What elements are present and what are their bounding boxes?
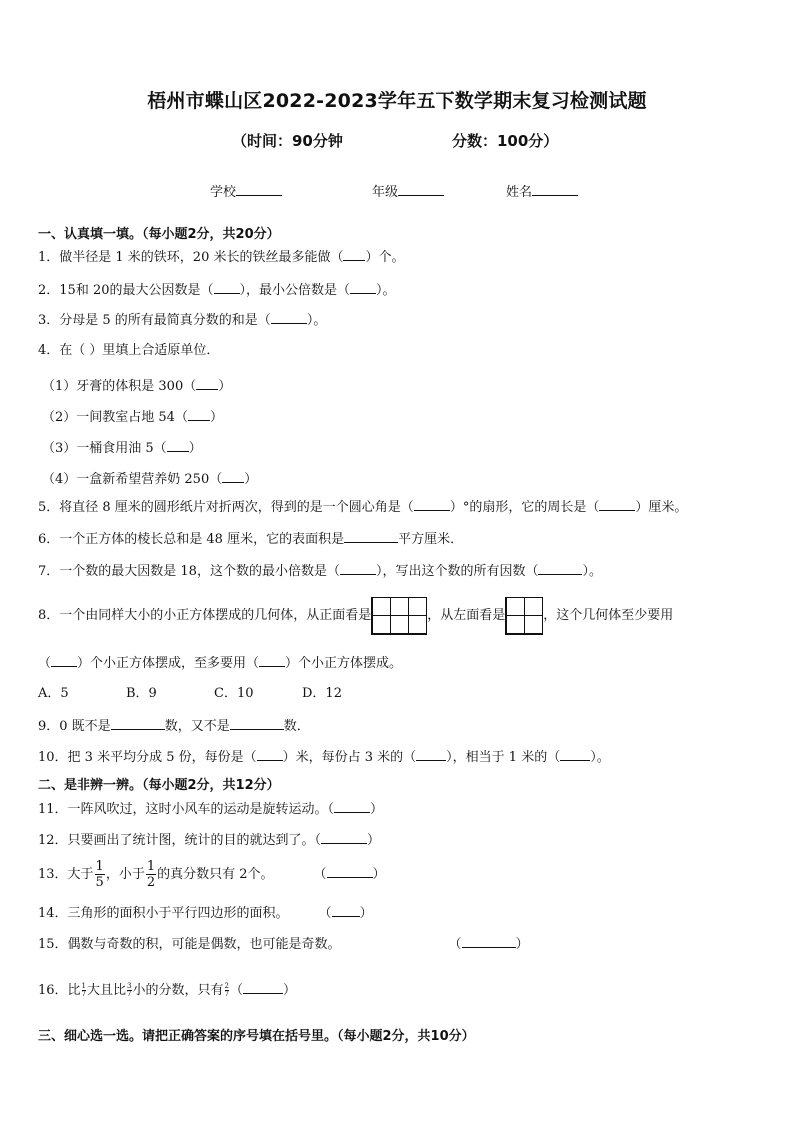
answer-blank[interactable]: [214, 282, 240, 294]
answer-blank[interactable]: [414, 499, 450, 511]
answer-blank[interactable]: [343, 249, 365, 261]
answer-blank[interactable]: [222, 471, 244, 483]
grade-field[interactable]: [372, 181, 444, 200]
answer-blank[interactable]: [321, 832, 367, 844]
option-a[interactable]: A．5: [38, 686, 69, 701]
school-label: 学校: [210, 185, 237, 200]
left-view-figure: [505, 597, 543, 635]
option-b[interactable]: B．9: [126, 686, 157, 701]
name-blank[interactable]: [532, 183, 578, 196]
question-2: 2．15和 20的最大公因数是（ ），最小公倍数是（ ）。: [38, 283, 396, 298]
question-9: 9．0 既不是 数，又不是 数．: [38, 719, 310, 734]
question-1: 1．做半径是 1 米的铁环，20 米长的铁丝最多能做（ ）个。: [38, 250, 405, 265]
section-3-heading: 三、细心选一选。请把正确答案的序号填在括号里。（每小题2分，共10分）: [38, 1029, 475, 1044]
question-13: 13．大于 $\frac{1}{5}$ ，小于 $\frac{1}{2}$ 的真分数只有 2个。 （ ）: [38, 859, 386, 890]
grade-blank[interactable]: [398, 183, 444, 196]
question-4-sub-1: （1）牙膏的体积是 300（ ）: [42, 379, 232, 394]
question-11: 11．一阵风吹过，这时小风车的运动是旋转运动。（ ）: [38, 802, 384, 817]
question-4-sub-3: （3）一桶食用油 5（ ）: [42, 441, 202, 456]
answer-blank[interactable]: [327, 866, 373, 878]
answer-blank[interactable]: [599, 499, 635, 511]
question-12: 12．只要画出了统计图，统计的目的就达到了。（ ）: [38, 833, 381, 848]
answer-blank[interactable]: [167, 440, 189, 452]
question-7: 7．一个数的最大因数是 18，这个数的最小倍数是（ ），写出这个数的所有因数（ ）。: [38, 564, 602, 579]
fraction-three-sevenths: $\frac{3}{7}$: [127, 982, 132, 998]
answer-blank[interactable]: [334, 801, 370, 813]
fraction-one-fifth: $\frac{1}{5}$: [95, 859, 104, 890]
question-8-options: [38, 686, 390, 702]
school-field[interactable]: [210, 181, 282, 200]
section-1-heading: 一、认真填一填。（每小题2分，共20分）: [38, 227, 280, 242]
answer-blank[interactable]: [51, 655, 77, 667]
question-14: 14．三角形的面积小于平行四边形的面积。 （ ）: [38, 906, 373, 921]
name-field[interactable]: [506, 181, 578, 200]
answer-blank[interactable]: [538, 563, 582, 575]
answer-blank[interactable]: [111, 718, 165, 730]
grade-label: 年级: [372, 185, 399, 200]
answer-blank[interactable]: [243, 982, 283, 994]
question-4-sub-2: （2）一间教室占地 54（ ）: [42, 410, 223, 425]
answer-blank[interactable]: [560, 749, 590, 761]
option-d[interactable]: D．12: [302, 686, 342, 701]
page-title: 梧州市蝶山区2022-2023学年五下数学期末复习检测试题: [147, 90, 647, 112]
section-2-heading: 二、是非辨一辨。（每小题2分，共12分）: [38, 778, 280, 793]
answer-blank[interactable]: [271, 312, 307, 324]
name-label: 姓名: [506, 185, 533, 200]
question-4-sub-4: （4）一盒新希望营养奶 250（ ）: [42, 472, 258, 487]
answer-blank[interactable]: [350, 282, 376, 294]
question-6: 6．一个正方体的棱长总和是 48 厘米，它的表面积是 平方厘米．: [38, 532, 464, 547]
school-blank[interactable]: [236, 183, 282, 196]
fraction-two-sevenths: $\frac{2}{7}$: [224, 982, 229, 998]
question-3: 3．分母是 5 的所有最简真分数的和是（ ）。: [38, 313, 327, 328]
answer-blank[interactable]: [340, 563, 376, 575]
answer-blank[interactable]: [259, 655, 285, 667]
question-10: 10．把 3 米平均分成 5 份，每份是（ ）米，每份占 3 米的（ ），相当于 1 米的（ ）。: [38, 750, 610, 765]
question-16: 16．比 $\frac{1}{7}$ 大且比 $\frac{3}{7}$ 小的分数，只有 $\frac{2}{7}$ （ ）: [38, 982, 297, 998]
answer-blank[interactable]: [188, 409, 210, 421]
answer-blank[interactable]: [230, 718, 284, 730]
fraction-one-half: $\frac{1}{2}$: [146, 859, 156, 890]
question-4: 4．在（ ）里填上合适原单位．: [38, 343, 220, 358]
exam-time: （时间：90分钟: [232, 132, 343, 150]
option-c[interactable]: C．10: [214, 686, 254, 701]
answer-blank[interactable]: [332, 905, 360, 917]
question-15: 15．偶数与奇数的积，可能是偶数，也可能是奇数。 （ ）: [38, 937, 529, 952]
answer-blank[interactable]: [462, 936, 516, 948]
exam-score: 分数：100分）: [452, 132, 559, 150]
front-view-figure: [371, 597, 427, 635]
answer-blank[interactable]: [416, 749, 446, 761]
fraction-one-seventh: $\frac{1}{7}$: [81, 982, 87, 998]
question-8: 8．一个由同样大小的小正方体摆成的几何体，从正面看是 ，从左面看是 ，这个几何体至少要用: [38, 596, 673, 636]
question-8-continued: （ ）个小正方体摆成，至多要用（ ）个小正方体摆成。: [38, 656, 403, 671]
answer-blank[interactable]: [257, 749, 283, 761]
answer-blank[interactable]: [344, 531, 398, 543]
answer-blank[interactable]: [196, 378, 218, 390]
question-5: 5．将直径 8 厘米的圆形纸片对折两次，得到的是一个圆心角是（ ）°的扇形，它的周长是（ ）厘米。: [38, 500, 688, 515]
